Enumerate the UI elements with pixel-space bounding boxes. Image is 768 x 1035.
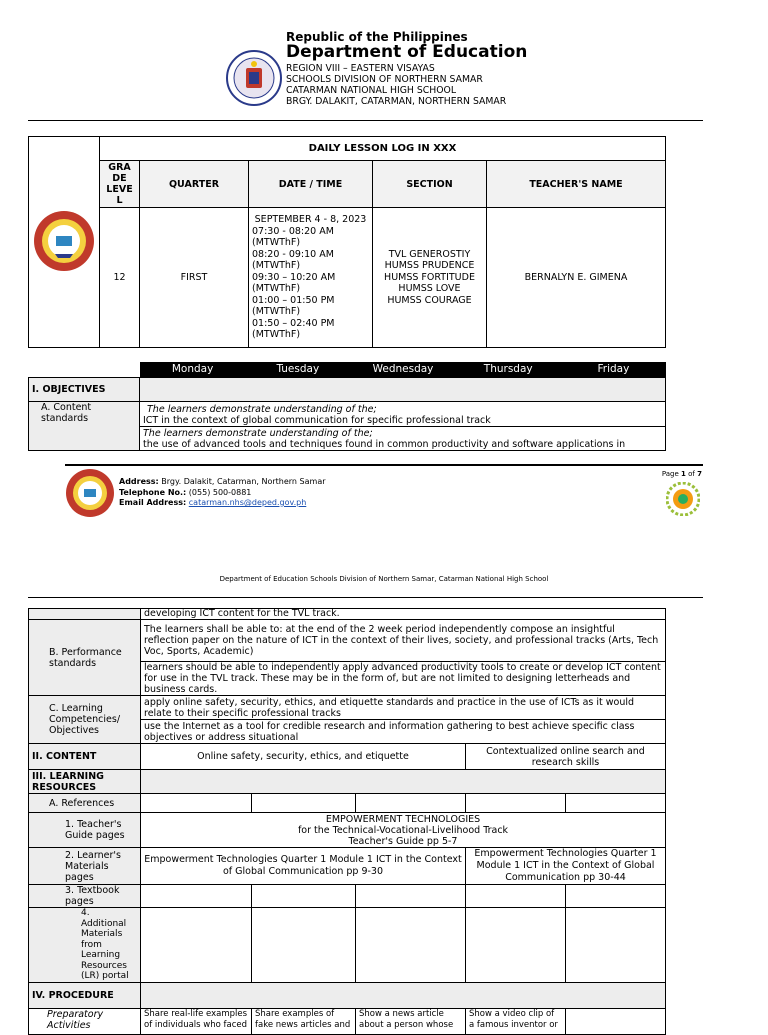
header-address: BRGY. DALAKIT, CATARMAN, NORTHERN SAMAR [286,96,507,107]
label-cell-blank [29,609,141,620]
page-current: 1 [681,470,686,478]
procedure-heading: IV. PROCEDURE [29,982,141,1008]
teacher-header: TEACHER'S NAME [487,161,666,208]
lesson-log-info-table [28,136,666,348]
competencies-label: C. Learning Competencies/ Objectives [29,696,141,744]
section-name: HUMSS FORTITUDE [384,271,475,283]
content-heading: II. CONTENT [29,744,141,770]
day-friday: Friday [597,363,630,375]
am-cell-mon [141,908,252,983]
day-tuesday: Tuesday [276,363,320,375]
additional-materials-label: 4. Additional Materials from Learning Resources (LR) portal [29,908,141,983]
deped-seal-icon [226,50,282,106]
learning-resources-heading: III. LEARNING RESOURCES [29,770,141,794]
tg-title: EMPOWERMENT TECHNOLOGIES [325,813,481,825]
time-slot: 09:30 – 10:20 AM (MTWThF) [252,271,336,295]
running-head-rule [28,597,703,598]
tb-cell-wed [356,885,466,908]
log-title: DAILY LESSON LOG IN XXX [100,137,666,161]
content-standard-2-intro: The learners demonstrate understanding of the; [143,427,373,439]
page-prefix: Page [661,470,679,478]
ref-cell-mon [141,794,252,813]
address-label: Address: [119,477,159,486]
page-total: 7 [697,470,702,478]
grade-header: GRA DE LEVE L [100,161,140,208]
am-cell-wed [356,908,466,983]
learners-materials-label: 2. Learner's Materials pages [29,848,141,885]
header-school: CATARMAN NATIONAL HIGH SCHOOL [286,85,457,96]
objectives-heading: I. OBJECTIVES [29,378,140,402]
school-seal-icon [33,210,95,272]
weekday-header [140,362,666,377]
section-header: SECTION [373,161,487,208]
teacher-name: BERNALYN E. GIMENA [487,208,666,348]
references-label: A. References [29,794,141,813]
time-slot: 08:20 - 09:10 AM (MTWThF) [252,248,334,272]
page-of: of [688,470,695,478]
header-region: REGION VIII – EASTERN VISAYAS [286,63,435,74]
header-division: SCHOOLS DIVISION OF NORTHERN SAMAR [286,74,483,85]
running-head: Department of Education Schools Division of Northern Samar, Catarman National High School [219,575,549,583]
content-standard-2 [140,427,666,451]
ref-cell-tue [252,794,356,813]
phone-label: Telephone No.: [119,487,187,497]
am-cell-tue [252,908,356,983]
tg-track: for the Technical-Vocational-Livelihood Track [297,824,509,836]
prep-thursday: Show a video clip of a famous inventor or [466,1008,566,1034]
time-slot: 01:00 – 01:50 PM (MTWThF) [252,294,335,318]
competency-2: use the Internet as a tool for credible research and information gathering to best achieve specific class objectives or address situational [141,720,666,744]
content-standard-1-text: ICT in the context of global communication for specific professional track [143,415,491,426]
day-thursday: Thursday [483,363,533,375]
competency-1: apply online safety, security, ethics, and etiquette standards and practice in the use of ICTs as it would relate to their specific professional tracks [141,696,666,720]
section-name: HUMSS LOVE [398,283,461,295]
learning-resources-blank [141,770,666,794]
time-slot: 07:30 - 08:20 AM (MTWThF) [252,225,334,249]
section-cell [373,208,487,348]
tb-cell-fri [566,885,666,908]
content-standard-1-intro: The learners demonstrate understanding of the; [147,404,377,415]
ref-cell-thu [466,794,566,813]
school-seal-icon [65,468,115,518]
content-standard-2-text: the use of advanced tools and techniques found in common productivity and software applications in [143,438,626,450]
time-slot: 01:50 – 02:40 PM (MTWThF) [252,317,335,341]
teachers-guide-cell [141,813,666,848]
matatag-badge-icon [666,482,700,516]
date-header: DATE / TIME [249,161,373,208]
performance-standards-label: B. Performance standards [29,620,141,696]
grade-value: 12 [100,208,140,348]
footer-rule [65,464,703,466]
date-range: SEPTEMBER 4 - 8, 2023 [254,214,367,226]
section-name: TVL GENEROSTIY [388,248,471,260]
preparatory-label: Preparatory Activities [29,1008,141,1034]
performance-standard-1: The learners shall be able to: at the end of the 2 week period independently compose an insightful reflection paper on the nature of ICT in the context of their lives, society, and professional tracks (Arts, Tech Voc, Sports, Academic) [141,620,666,662]
learners-materials-b: Empowerment Technologies Quarter 1 Module 1 ICT in the Context of Global Communication pp 30-44 [466,848,666,885]
learners-materials-a: Empowerment Technologies Quarter 1 Module 1 ICT in the Context of Global Communication pp 9-30 [141,848,466,885]
prep-wednesday: Show a news article about a person whose [356,1008,466,1034]
address-value: Brgy. Dalakit, Catarman, Northern Samar [161,477,326,486]
tb-cell-mon [141,885,252,908]
textbook-label: 3. Textbook pages [29,885,141,908]
quarter-header: QUARTER [140,161,249,208]
lesson-plan-table [28,608,666,1035]
objectives-table [28,377,666,451]
prep-monday: Share real-life examples of individuals who faced [141,1008,252,1034]
email-link[interactable]: catarman.nhs@deped.gov.ph [188,498,307,507]
am-cell-thu [466,908,566,983]
tb-cell-tue [252,885,356,908]
content-standards-label: A. Content standards [29,402,140,451]
phone-value: (055) 500-0881 [188,487,252,497]
republic-title: Republic of the Philippines [286,30,468,44]
section-name: HUMSS COURAGE [387,294,472,306]
day-wednesday: Wednesday [372,363,434,375]
day-monday: Monday [171,363,214,375]
quarter-value: FIRST [140,208,249,348]
page-number [662,470,702,478]
department-title: Department of Education [286,42,528,62]
prep-tuesday: Share examples of fake news articles and [252,1008,356,1034]
content-standard-1 [140,402,666,427]
prep-friday [566,1008,666,1034]
tg-pages: Teacher's Guide pp 5-7 [348,835,458,847]
am-cell-fri [566,908,666,983]
date-time-cell [249,208,373,348]
objectives-blank [140,378,666,402]
content-topic-a: Online safety, security, ethics, and etiquette [141,744,466,770]
contact-block [119,477,326,509]
ref-cell-fri [566,794,666,813]
header-rule [28,120,703,121]
teachers-guide-label: 1. Teacher's Guide pages [29,813,141,848]
section-name: HUMSS PRUDENCE [384,260,475,272]
ref-cell-wed [356,794,466,813]
content-standard-continuation: developing ICT content for the TVL track. [141,609,666,620]
school-logo-cell [29,137,100,348]
email-label: Email Address: [119,498,187,507]
tb-cell-thu [466,885,566,908]
content-topic-b: Contextualized online search and research skills [466,744,666,770]
letterhead [286,31,527,107]
performance-standard-2: learners should be able to independently apply advanced productivity tools to create or develop ICT content for use in the TVL track. These may be in the form of, but are not limited to designing letterheads and business cards. [141,662,666,696]
procedure-blank [141,982,666,1008]
